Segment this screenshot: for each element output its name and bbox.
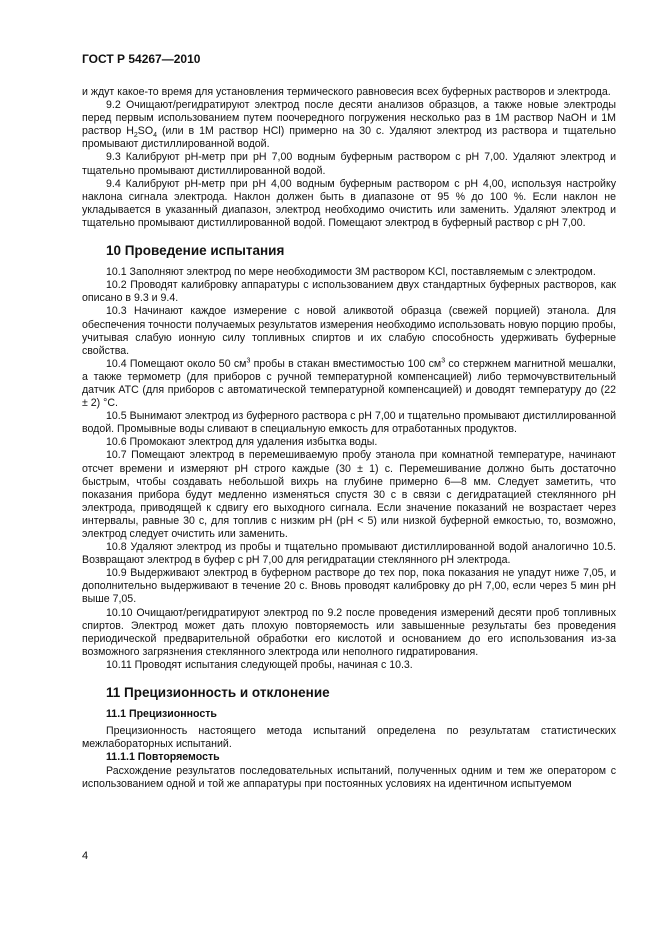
document-body bbox=[82, 86, 616, 791]
section-heading-11: 11 Прецизионность и отклонение bbox=[106, 685, 330, 701]
subscript: 2 bbox=[133, 132, 138, 140]
document-header: ГОСТ Р 54267—2010 bbox=[82, 52, 201, 66]
superscript: 3 bbox=[246, 357, 251, 365]
paragraph-10-2: 10.2 Проводят калибровку аппаратуры с использованием двух стандартных буферных растворов, как описано в 9.3 и 9.4. bbox=[82, 279, 616, 305]
paragraph-10-9: 10.9 Выдерживают электрод в буферном растворе до тех пор, пока показания не упадут ниже 7,05, и дополнительно выдерживают в течение 20 с. Вновь проводят калибровку до pH 7,00, если через 5 мин pH выше 7,05. bbox=[82, 567, 616, 606]
paragraph-9-2 bbox=[82, 99, 616, 151]
subscript: 4 bbox=[153, 132, 157, 140]
text-run: 9.2 Очищают/регидратируют электрод после десяти анализов образцов, а также новые электроды перед первым использованием путем поочередного погружения несколько раз в 1M раствор NaOH и 1M раствор H bbox=[82, 99, 616, 138]
paragraph-11-1: Прецизионность настоящего метода испытаний определена по результатам статистических межлабораторных испытаний. bbox=[82, 725, 616, 751]
paragraph-10-11: 10.11 Проводят испытания следующей пробы, начиная с 10.3. bbox=[106, 658, 413, 671]
paragraph-9-4: 9.4 Калибруют pH-метр при pH 4,00 водным буферным раствором с pH 4,00, используя настройку наклона сигнала электрода. Наклон должен быть в диапазоне от 95 % до 100 %. Если наклон не укладывается в указанный диапазон, электрод необходимо очистить или заменить. Удаляют электрод и тщательно промывают дистиллированной водой. Помещают электрод в буферный раствор с pH 7,00. bbox=[82, 177, 616, 229]
superscript: 3 bbox=[441, 357, 446, 365]
paragraph-10-8: 10.8 Удаляют электрод из пробы и тщательно промывают дистиллированной водой аналогично 10.5. Возвращают электрод в буфер с pH 7,00 для регидратации стеклянного pH электрода. bbox=[82, 541, 616, 567]
section-heading-10: 10 Проведение испытания bbox=[106, 243, 285, 259]
text-run: (или в 1M раствор HCl) примерно на 30 с. Удаляют электрод из раствора и тщательно промывают дистиллированной водой. bbox=[82, 125, 617, 151]
paragraph-10-5: 10.5 Вынимают электрод из буферного раствора с pH 7,00 и тщательно промывают дистиллированной водой. Промывные воды сливают в специальную емкость для отработанных продуктов. bbox=[82, 410, 616, 436]
subsection-heading-11-1-1: 11.1.1 Повторяемость bbox=[106, 751, 220, 764]
paragraph-10-6: 10.6 Промокают электрод для удаления избытка воды. bbox=[106, 436, 378, 449]
text-run: SO bbox=[137, 125, 154, 138]
paragraph-10-7: 10.7 Помещают электрод в перемешиваемую пробу этанола при комнатной температуре, начинают отсчет времени и измеряют pH строго каждые (30 ± 1) с. Перемешивание должно быть достаточно быстрым, чтобы создавать небольшой вихрь на глубине примерно 6—8 мм. Следует заметить, что показания прибора будут медленно изменяться спустя 30 с в связи с дегидратацией стеклянного pH электрода, приводящей к сдвигу его выходного сигнала. Если значение показаний не возрастает через интервалы, равные 30 с, для топлив с низким pH (pH < 5) или низкой буферной емкостью, то, возможно, электрод следует очистить или заменить. bbox=[82, 449, 616, 540]
text-run: пробы в стакан вместимостью 100 см bbox=[250, 357, 442, 370]
subsection-heading-11-1: 11.1 Прецизионность bbox=[106, 708, 217, 721]
paragraph-10-4 bbox=[82, 358, 616, 410]
paragraph-10-10: 10.10 Очищают/регидратируют электрод по 9.2 после проведения измерений десяти проб топливных спиртов. Электрод может дать плохую повторяемость или завышенные результаты без проведения периодической предварительной обработки его кислотой и основанием до его использования из-за возможного загрязнения стеклянного электрода или неполного гидратирования. bbox=[82, 606, 616, 658]
page-number: 4 bbox=[82, 850, 89, 862]
paragraph-10-3: 10.3 Начинают каждое измерение с новой аликвотой образца (свежей порцией) этанола. Для обеспечения точности получаемых результатов измерения необходимо использовать новую порцию пробы, учитывая слабую ионную силу топливных спиртов и их слабую способность удерживать буферные свойства. bbox=[82, 305, 616, 357]
text-run: 10.4 Помещают около 50 см bbox=[106, 357, 247, 370]
paragraph-9-1-continued: и ждут какое-то время для установления термического равновесия всех буферных растворов и электрода. bbox=[82, 86, 611, 98]
paragraph-9-3: 9.3 Калибруют pH-метр при pH 7,00 водным буферным раствором с pH 7,00. Удаляют электрод и тщательно промывают дистиллированной водой. bbox=[82, 151, 616, 177]
paragraph-10-1: 10.1 Заполняют электрод по мере необходимости 3M раствором KCl, поставляемым с электродом. bbox=[106, 266, 596, 279]
text-run: со стержнем магнитной мешалки, а также термометр (для приборов с ручной температурной компенсацией) либо термочувствительный датчик АТС (для приборов с автоматической температурной компенсацией) и доводят температуру до (22 ± 2) °С. bbox=[82, 357, 616, 410]
paragraph-11-1-1: Расхождение результатов последовательных испытаний, полученных одним и тем же оператором с использованием одной и той же аппаратуры при постоянных условиях на идентичном испытуемом bbox=[82, 764, 616, 790]
